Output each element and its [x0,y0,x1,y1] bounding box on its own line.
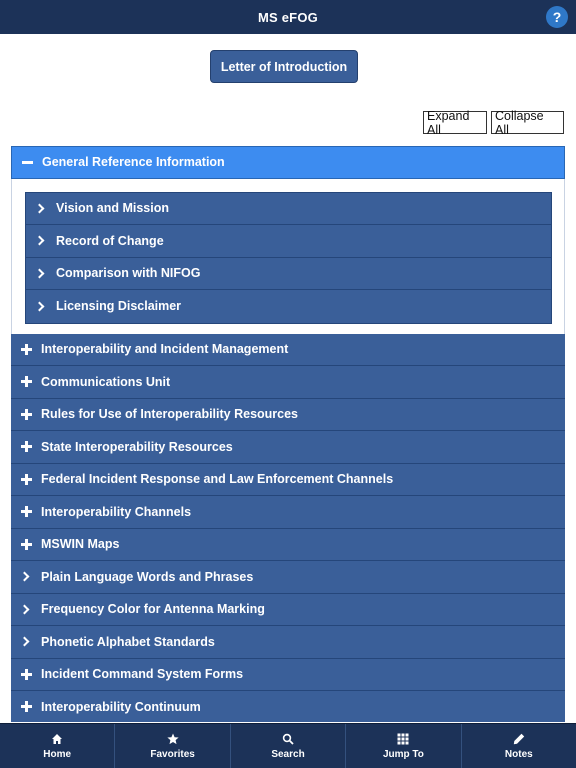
tab-favorites[interactable] [115,724,230,768]
section-state-interoperability-resources[interactable] [11,431,565,464]
section-interoperability-channels[interactable] [11,496,565,529]
section-label: Communications Unit [41,374,171,389]
tab-notes[interactable] [462,724,576,768]
tab-label: Search [271,749,305,760]
chevron-right-icon [26,270,56,277]
chevron-right-icon [11,573,41,580]
chevron-right-icon [11,638,41,645]
section-label: MSWIN Maps [41,537,120,552]
section-label: Plain Language Words and Phrases [41,569,254,584]
subsection-list [25,192,552,324]
help-icon: ? [552,9,562,25]
section-label: Incident Command System Forms [41,667,244,682]
chevron-right-icon [11,606,41,613]
tab-jump-to[interactable] [346,724,461,768]
section-label: Rules for Use of Interoperability Resources [41,407,299,422]
section-ics-forms[interactable] [11,659,565,692]
section-label: Interoperability Channels [41,504,192,519]
section-frequency-color[interactable] [11,594,565,627]
section-phonetic-alphabet[interactable] [11,626,565,659]
letter-of-introduction-button[interactable]: Letter of Introduction [210,50,358,83]
section-general-reference-information[interactable] [11,146,565,179]
tab-label: Jump To [382,749,424,760]
grid-icon [397,732,409,746]
subsection-comparison-with-nifog[interactable] [26,258,551,291]
section-mswin-maps[interactable] [11,529,565,562]
chevron-right-icon [26,303,56,310]
section-label: General Reference Information [42,155,225,170]
tab-label: Favorites [150,749,195,760]
plus-icon [11,506,41,517]
section-communications-unit[interactable] [11,366,565,399]
subsection-licensing-disclaimer[interactable] [26,290,551,323]
tab-search[interactable] [231,724,346,768]
general-reference-panel [11,179,565,334]
bottom-tab-bar [0,723,576,768]
search-icon [282,732,294,746]
pencil-icon [513,732,525,746]
section-label: Federal Incident Response and Law Enforcement Channels [41,472,394,487]
section-interoperability-and-incident-management[interactable] [11,334,565,367]
section-interoperability-continuum[interactable] [11,691,565,722]
subsection-vision-and-mission[interactable] [26,193,551,226]
plus-icon [11,409,41,420]
tab-home[interactable] [0,724,115,768]
expand-all-button[interactable]: Expand All [423,111,487,134]
subsection-label: Comparison with NIFOG [56,266,201,281]
plus-icon [11,669,41,680]
top-nav-bar [0,0,576,34]
section-label: Phonetic Alphabet Standards [41,634,215,649]
section-label: Interoperability and Incident Management [41,342,289,357]
collapse-all-button[interactable]: Collapse All [491,111,564,134]
section-label: Interoperability Continuum [41,699,201,714]
subsection-label: Record of Change [56,233,164,248]
chevron-right-icon [26,205,56,212]
subsection-label: Vision and Mission [56,201,169,216]
plus-icon [11,441,41,452]
subsection-record-of-change[interactable] [26,225,551,258]
tab-label: Notes [504,749,533,760]
minus-icon [12,161,42,164]
app-title: MS eFOG [258,9,318,25]
plus-icon [11,701,41,712]
chevron-right-icon [26,237,56,244]
section-federal-incident-response[interactable] [11,464,565,497]
subsection-label: Licensing Disclaimer [56,299,182,314]
plus-icon [11,539,41,550]
tab-label: Home [43,749,72,760]
section-label: State Interoperability Resources [41,439,233,454]
home-icon [51,732,63,746]
section-plain-language[interactable] [11,561,565,594]
plus-icon [11,474,41,485]
plus-icon [11,376,41,387]
section-label: Frequency Color for Antenna Marking [41,602,265,617]
section-accordion [11,146,565,722]
star-icon [167,732,179,746]
plus-icon [11,344,41,355]
section-rules-for-use[interactable] [11,399,565,432]
help-button[interactable] [546,6,568,28]
